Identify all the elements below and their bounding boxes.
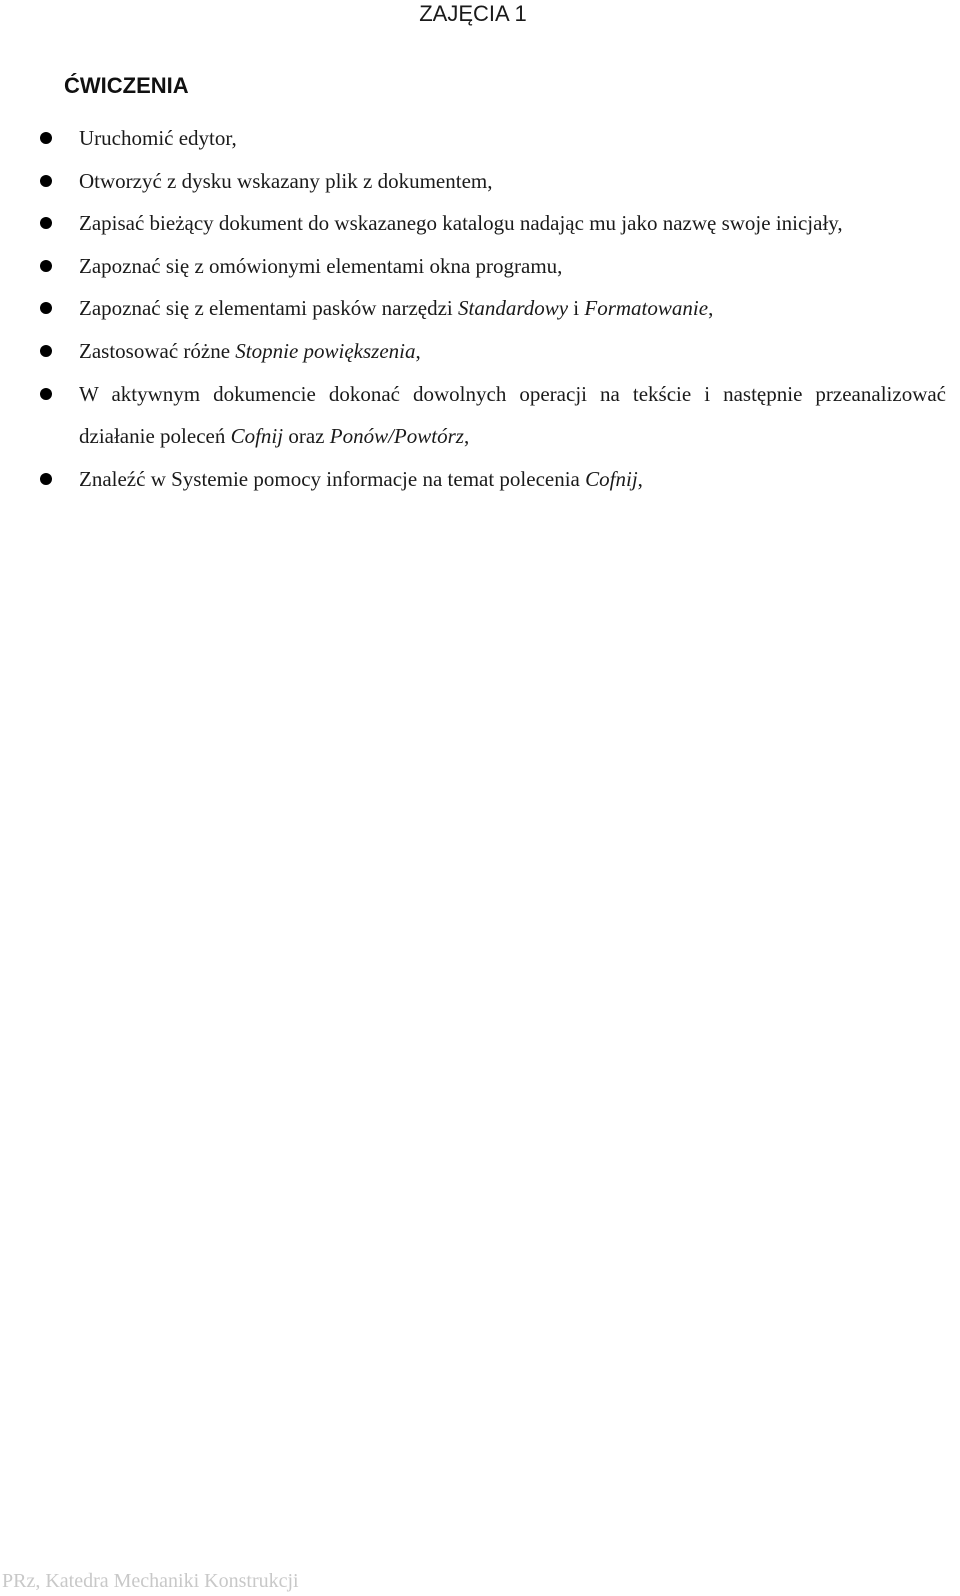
exercise-list [0, 117, 946, 500]
list-item-text: , [637, 466, 643, 491]
bullet-icon [40, 132, 52, 144]
list-item-text: i [568, 296, 585, 321]
list-item [0, 458, 946, 501]
toolbar-name-standard: Standardowy [457, 296, 569, 321]
list-item-text: oraz [283, 424, 330, 449]
toolbar-name-formatting: Formatowanie [584, 296, 709, 321]
list-item-text: W aktywnym dokumencie dokonać dowolnych operacji na tekście i następnie przeanalizować działanie poleceń [79, 381, 946, 449]
list-item [0, 117, 946, 160]
list-item-text: Uruchomić edytor, [79, 126, 237, 150]
bullet-icon [40, 345, 52, 357]
page-title: ZAJĘCIA 1 [419, 1, 527, 26]
list-item-text: , [708, 296, 714, 321]
bullet-icon [40, 217, 52, 229]
list-item-text: Zapoznać się z omówionymi elementami okna programu, [79, 253, 563, 278]
list-item [0, 330, 946, 373]
command-undo: Cofnij [230, 424, 284, 449]
section-heading: ĆWICZENIA [64, 73, 189, 98]
list-item-text: Zapisać bieżący dokument do wskazanego katalogu nadając mu jako nazwę swoje inicjały, [79, 211, 843, 236]
bullet-icon [40, 473, 52, 485]
list-item [0, 287, 946, 330]
command-undo: Cofnij [585, 466, 638, 491]
list-item [0, 245, 946, 288]
list-item [0, 160, 946, 203]
page-footer: PRz, Katedra Mechaniki Konstrukcji [2, 1570, 299, 1592]
list-item [0, 202, 946, 245]
list-item-text: , [415, 338, 421, 363]
list-item [0, 373, 946, 458]
bullet-icon [40, 260, 52, 272]
list-item-text: Otworzyć z dysku wskazany plik z dokumentem, [79, 168, 493, 193]
bullet-icon [40, 388, 52, 400]
list-item-text: , [463, 424, 470, 449]
list-item-text: Znaleźć w Systemie pomocy informacje na temat polecenia [79, 466, 586, 491]
list-item-text: Zastosować różne [79, 338, 236, 363]
zoom-levels-term: Stopnie powiększenia [235, 338, 416, 363]
bullet-icon [40, 175, 52, 187]
bullet-icon [40, 302, 52, 314]
list-item-text: Zapoznać się z elementami pasków narzędzi [79, 296, 458, 321]
command-redo-repeat: Ponów/Powtórz [329, 424, 464, 449]
